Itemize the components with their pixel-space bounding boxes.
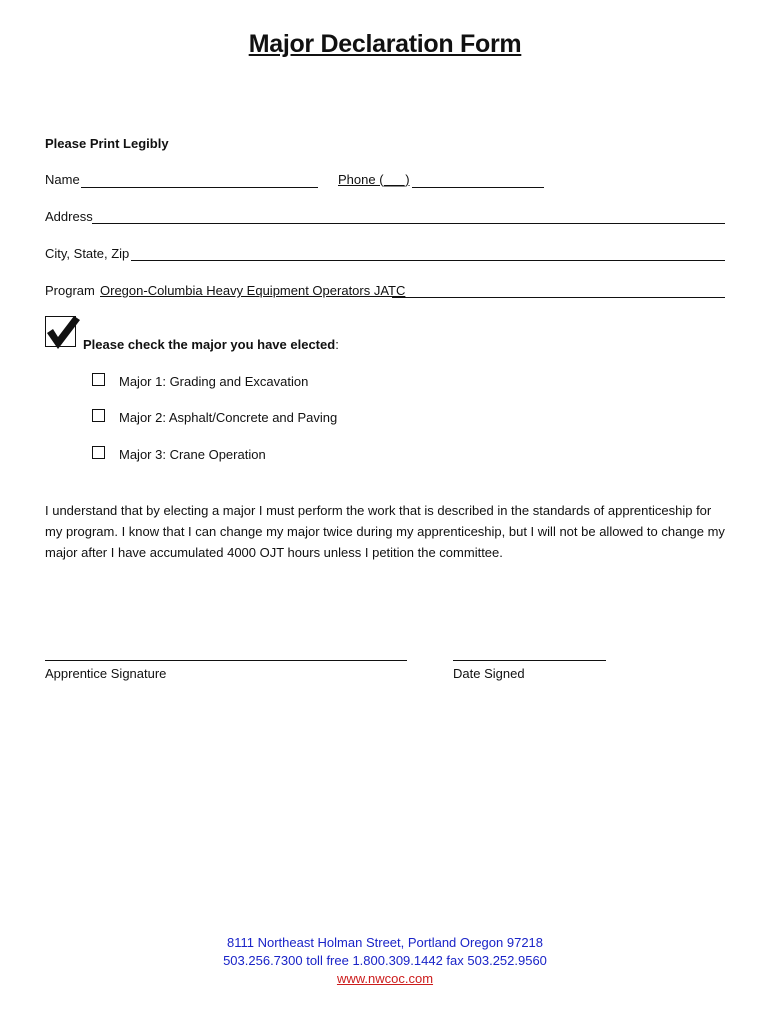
city-state-zip-label: City, State, Zip <box>45 246 130 261</box>
form-title: Major Declaration Form <box>248 30 522 58</box>
major-3-label: Major 3: Crane Operation <box>119 447 266 462</box>
phone-field[interactable] <box>412 187 544 188</box>
major-prompt <box>83 337 339 352</box>
major-prompt-colon: : <box>335 337 339 352</box>
major-1-checkbox[interactable] <box>92 373 105 386</box>
major-3-checkbox[interactable] <box>92 446 105 459</box>
major-2-checkbox[interactable] <box>92 409 105 422</box>
program-value: Oregon-Columbia Heavy Equipment Operators JATC <box>100 283 406 298</box>
footer-phones: 503.256.7300 toll free 1.800.309.1442 fax 503.252.9560 <box>223 953 547 968</box>
major-prompt-text: Please check the major you have elected <box>83 337 336 352</box>
name-label: Name <box>45 172 80 187</box>
footer <box>0 934 770 988</box>
program-field[interactable] <box>392 297 725 298</box>
checkmark-icon <box>45 316 80 351</box>
program-label: Program <box>45 283 95 298</box>
city-state-zip-field[interactable] <box>131 260 725 261</box>
apprentice-signature-label: Apprentice Signature <box>45 666 167 681</box>
address-label: Address <box>45 209 93 224</box>
major-2-label: Major 2: Asphalt/Concrete and Paving <box>119 410 338 425</box>
statement-paragraph: I understand that by electing a major I must perform the work that is described in the standards of apprenticeship for my program. I know that I can change my major twice during my apprenticeship, but I will not be allowed to change my major after I have accumulated 4000 OJT hours unless I petition the committee. <box>45 503 725 560</box>
name-field[interactable] <box>81 187 318 188</box>
date-signed-field[interactable] <box>453 660 606 661</box>
print-legibly-note: Please Print Legibly <box>45 136 169 151</box>
apprentice-signature-field[interactable] <box>45 660 407 661</box>
phone-label: Phone (___) <box>338 172 410 187</box>
address-field[interactable] <box>92 223 725 224</box>
footer-address: 8111 Northeast Holman Street, Portland Oregon 97218 <box>226 935 544 950</box>
date-signed-label: Date Signed <box>453 666 525 681</box>
website-link[interactable]: www.nwcoc.com <box>336 971 434 986</box>
major-1-label: Major 1: Grading and Excavation <box>119 374 309 389</box>
